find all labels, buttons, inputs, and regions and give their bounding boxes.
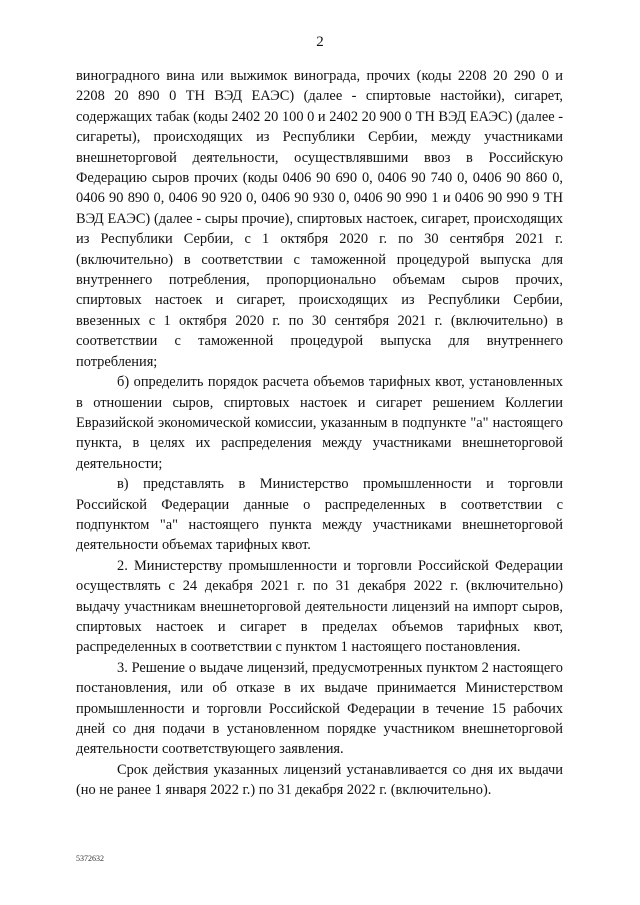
- paragraph-subitem-v: в) представлять в Министерство промышленности и торговли Российской Федерации данные о распределенных в соответствии с подпунктом "а" настоящего пункта между участниками внешнеторговой деятельности объемах тарифных квот.: [76, 476, 563, 554]
- document-code: 5372632: [76, 854, 104, 863]
- paragraph-item-2: 2. Министерству промышленности и торговли Российской Федерации осуществлять с 24 декабря 2021 г. по 31 декабря 2022 г. (включительно) выдачу участникам внешнеторговой деятельности лицензий на импорт сыров, спиртовых настоек и сигарет в пределах объемов тарифных квот, распределенных в соответствии с пунктом 1 настоящего постановления.: [76, 557, 563, 656]
- paragraph-license-term: Срок действия указанных лицензий устанавливается со дня их выдачи (но не ранее 1 января 2022 г.) по 31 декабря 2022 г. (включительно).: [76, 761, 563, 799]
- document-body: [76, 66, 563, 801]
- paragraph-subitem-b: б) определить порядок расчета объемов тарифных квот, установленных в отношении сыров, спиртовых настоек и сигарет решением Коллегии Евразийской экономической комиссии, указанным в подпункте "а" настоящего пункта, в целях их распределения между участниками внешнеторговой деятельности;: [76, 374, 563, 472]
- paragraph-continuation: виноградного вина или выжимок винограда, прочих (коды 2208 20 290 0 и 2208 20 890 0 ТН ВЭД ЕАЭС) (далее - спиртовые настойки), сигарет, содержащих табак (коды 2402 20 100 0 и 2402 20 900 0 ТН ВЭД ЕАЭС) (далее - сигареты), происходящих из Республики Сербии, между участниками внешнеторговой деятельности, осуществлявшими ввоз в Российскую Федерацию сыров прочих (коды 0406 90 690 0, 0406 90 740 0, 0406 90 860 0, 0406 90 890 0, 0406 90 920 0, 0406 90 930 0, 0406 90 990 1 и 0406 90 990 9 ТН ВЭД ЕАЭС) (далее - сыры прочие), спиртовых настоек, сигарет, происходящих из Республики Сербии, с 1 октября 2020 г. по 30 сентября 2021 г. (включительно) в соответствии с таможенной процедурой выпуска для внутреннего потребления, пропорционально объемам сыров прочих, спиртовых настоек и сигарет, происходящих из Республики Сербии, ввезенных с 1 октября 2020 г. по 30 сентября 2021 г. (включительно) в соответствии с таможенной процедурой выпуска для внутреннего потребления;: [76, 68, 563, 370]
- page-number: 2: [316, 34, 324, 50]
- paragraph-item-3: 3. Решение о выдаче лицензий, предусмотренных пунктом 2 настоящего постановления, или об отказе в их выдаче принимается Министерством промышленности и торговли Российской Федерации в течение 15 рабочих дней со дня подачи в установленном порядке участником внешнеторговой деятельности соответствующего заявления.: [76, 659, 563, 758]
